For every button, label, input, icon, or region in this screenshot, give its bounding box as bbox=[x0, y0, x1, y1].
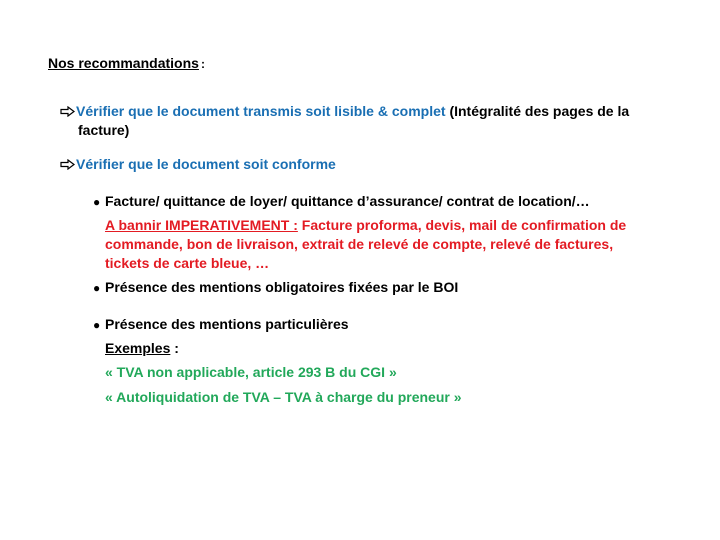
title-text: Nos recommandations bbox=[48, 55, 199, 71]
ban-line-3: tickets de carte bleue, … bbox=[105, 255, 270, 271]
examples-label-text: Exemples bbox=[105, 340, 171, 356]
bullet2-text: Présence des mentions obligatoires fixées par le BOI bbox=[105, 279, 459, 295]
item1-blue-text: Vérifier que le document transmis soit lisible & complet bbox=[76, 103, 446, 119]
item2-blue-text: Vérifier que le document soit conforme bbox=[76, 156, 336, 172]
bullet1-text: Facture/ quittance de loyer/ quittance d’assurance/ contrat de location/… bbox=[105, 193, 590, 209]
outline-right-arrow-icon bbox=[60, 155, 76, 174]
page-title bbox=[48, 55, 205, 71]
black-dot-bullet-icon: ● bbox=[93, 195, 101, 209]
black-dot-bullet-icon: ● bbox=[93, 318, 101, 332]
item1-black-text: (Intégralité des pages de la bbox=[449, 103, 630, 119]
ban-label: A bannir IMPERATIVEMENT : bbox=[105, 217, 298, 233]
recommendation-item-1 bbox=[60, 102, 660, 140]
bullet3-text: Présence des mentions particulières bbox=[105, 316, 349, 332]
outline-right-arrow-icon bbox=[60, 102, 76, 121]
example-2: « Autoliquidation de TVA – TVA à charge du preneur » bbox=[105, 389, 462, 405]
bullet-item-1 bbox=[93, 192, 653, 212]
ban-block bbox=[105, 216, 665, 273]
examples-label bbox=[105, 340, 179, 356]
black-dot-bullet-icon: ● bbox=[93, 281, 101, 295]
examples-colon: : bbox=[174, 340, 179, 356]
ban-line-1: Facture proforma, devis, mail de confirmation de bbox=[301, 217, 627, 233]
example-1: « TVA non applicable, article 293 B du CGI » bbox=[105, 364, 397, 380]
bullet-item-3 bbox=[93, 315, 653, 335]
title-colon: : bbox=[200, 57, 205, 71]
ban-line-2: commande, bon de livraison, extrait de relevé de compte, relevé de factures, bbox=[105, 236, 614, 252]
bullet-item-2 bbox=[93, 278, 653, 298]
recommendation-item-2 bbox=[60, 155, 660, 174]
item1-continuation: facture) bbox=[78, 122, 130, 138]
